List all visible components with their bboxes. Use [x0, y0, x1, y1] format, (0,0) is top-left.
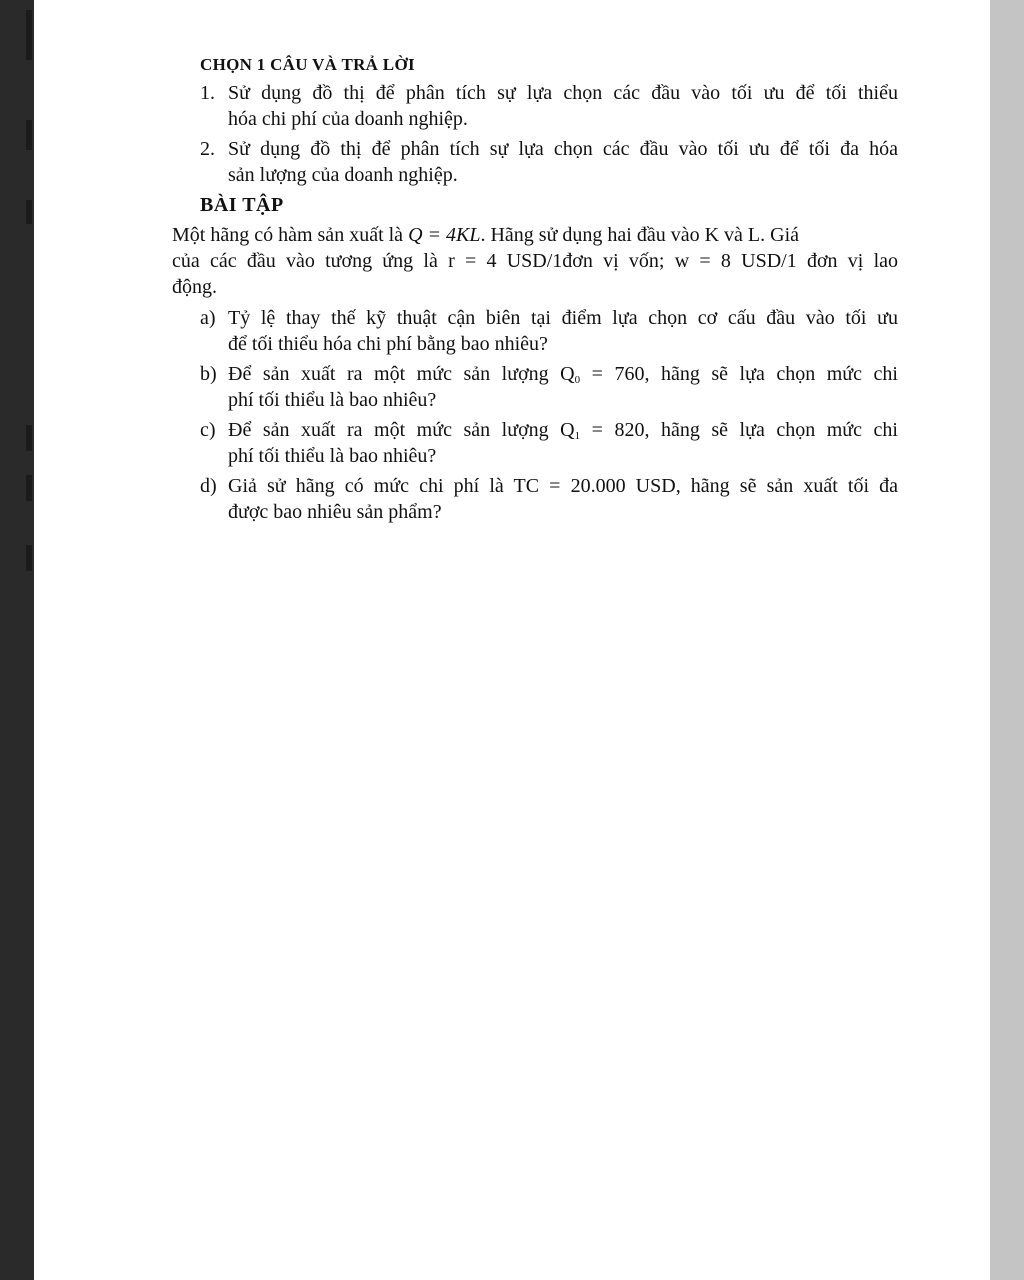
production-function-formula: Q = 4KL	[408, 224, 481, 246]
section-title-exercise: BÀI TẬP	[200, 194, 284, 216]
background-ghost-mark	[26, 425, 32, 451]
intro-line: động.	[172, 276, 217, 298]
item-text-line: sản lượng của doanh nghiệp.	[228, 164, 458, 186]
item-text-line: hóa chi phí của doanh nghiệp.	[228, 108, 468, 130]
right-scroll-gutter[interactable]	[990, 0, 1024, 1280]
intro-line	[172, 222, 898, 248]
question-text-line: phí tối thiểu là bao nhiêu?	[228, 389, 437, 411]
question-label: a)	[200, 307, 216, 329]
question-text: Để sản xuất ra một mức sản lượng Q	[228, 363, 575, 385]
document-page	[34, 0, 990, 1280]
item-number: 2.	[200, 138, 215, 160]
item-text-line: Sử dụng đồ thị để phân tích sự lựa chọn các đầu vào tối ưu để tối thiểu	[228, 82, 898, 104]
question-text-line: Tỷ lệ thay thế kỹ thuật cận biên tại điểm lựa chọn cơ cấu đầu vào tối ưu	[228, 307, 898, 329]
question-text-line: phí tối thiểu là bao nhiêu?	[228, 445, 437, 467]
background-ghost-mark	[26, 200, 32, 224]
question-text: = 760, hãng sẽ lựa chọn mức chi	[580, 363, 898, 385]
question-text: = 820, hãng sẽ lựa chọn mức chi	[580, 419, 898, 441]
question-text-line: được bao nhiêu sản phẩm?	[228, 501, 442, 523]
question-label: b)	[200, 363, 217, 385]
question-text-line: để tối thiểu hóa chi phí bằng bao nhiêu?	[228, 333, 548, 355]
intro-line: của các đầu vào tương ứng là r = 4 USD/1đơn vị vốn; w = 8 USD/1 đơn vị lao	[172, 250, 898, 272]
background-ghost-mark	[26, 475, 32, 501]
intro-text: . Hãng sử dụng hai đầu vào K và L. Giá	[480, 224, 800, 246]
question-text-line: Giả sử hãng có mức chi phí là TC = 20.000 USD, hãng sẽ sản xuất tối đa	[228, 475, 898, 497]
left-background-strip	[0, 0, 34, 1280]
subscript: 1	[574, 430, 581, 442]
question-label: d)	[200, 475, 217, 497]
background-ghost-mark	[26, 10, 32, 60]
intro-text: Một hãng có hàm sản xuất là	[172, 224, 404, 246]
question-text: Để sản xuất ra một mức sản lượng Q	[228, 419, 575, 441]
background-ghost-mark	[26, 120, 32, 150]
item-number: 1.	[200, 82, 215, 104]
item-text-line: Sử dụng đồ thị để phân tích sự lựa chọn các đầu vào tối ưu để tối đa hóa	[228, 138, 898, 160]
section-title-choose: CHỌN 1 CÂU VÀ TRẢ LỜI	[200, 55, 415, 74]
question-label: c)	[200, 419, 216, 441]
subscript: 0	[574, 374, 581, 386]
background-ghost-mark	[26, 545, 32, 571]
